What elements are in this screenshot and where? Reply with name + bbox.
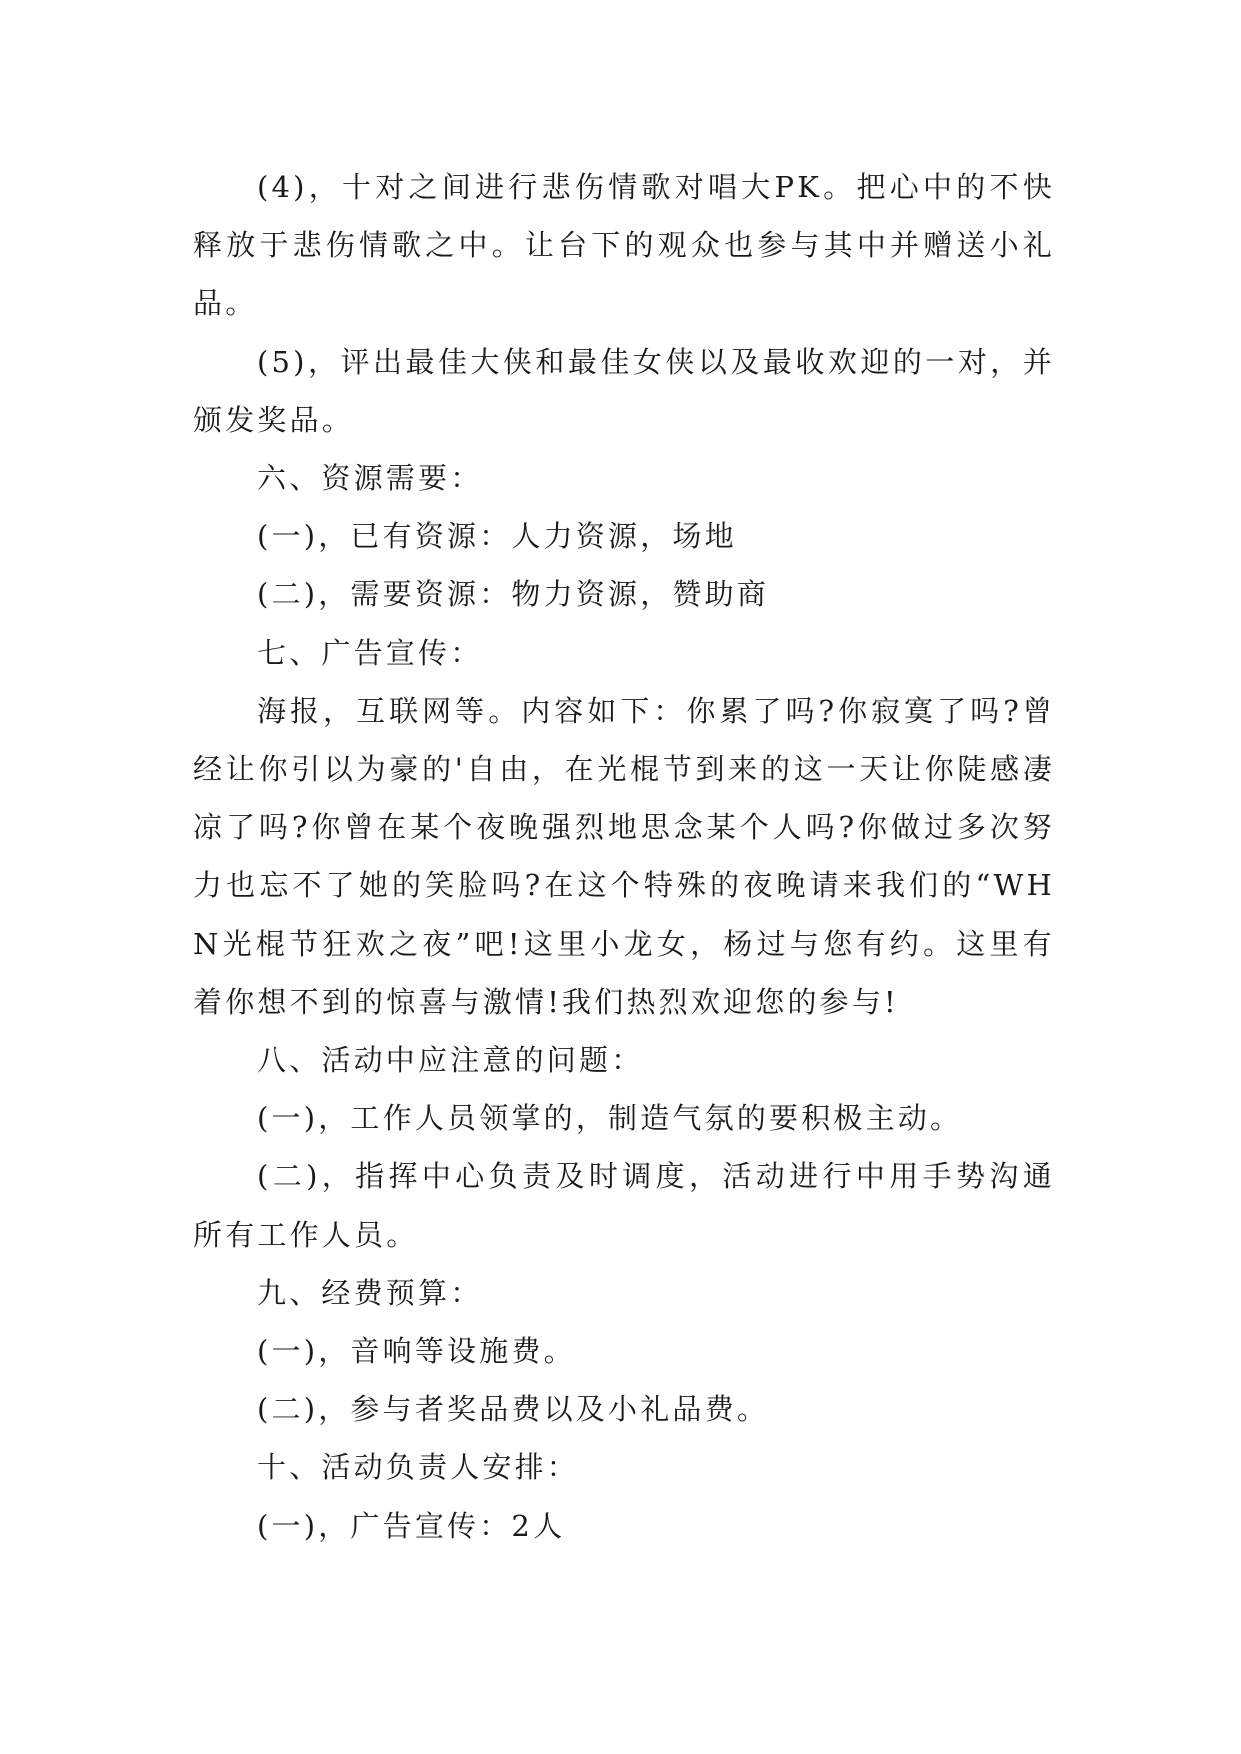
paragraph-item-4: (4)，十对之间进行悲伤情歌对唱大PK。把心中的不快释放于悲伤情歌之中。让台下的观众也参与其中并赠送小礼品。 [193,170,1055,321]
paragraph-existing-resources: (一)，已有资源：人力资源，场地 [257,519,737,554]
section-heading-resources: 六、资源需要： [257,461,483,496]
paragraph-note-2: (二)，指挥中心负责及时调度，活动进行中用手势沟通所有工作人员。 [193,1159,1055,1252]
section-heading-staffing: 十、活动负责人安排： [257,1450,580,1485]
paragraph-item-5: (5)，评出最佳大侠和最佳女侠以及最收欢迎的一对，并颁发奖品。 [193,344,1055,437]
section-heading-budget: 九、经费预算： [257,1275,483,1310]
paragraph-budget-1: (一)，音响等设施费。 [257,1334,576,1369]
paragraph-note-1: (一)，工作人员领掌的，制造气氛的要积极主动。 [257,1101,963,1136]
paragraph-staffing-1: (一)，广告宣传：2人 [257,1508,566,1543]
document-body [193,158,1055,1555]
section-heading-advertising: 七、广告宣传： [257,635,483,670]
section-heading-notes: 八、活动中应注意的问题： [257,1043,644,1078]
paragraph-needed-resources: (二)，需要资源：物力资源，赞助商 [257,577,770,612]
paragraph-budget-2: (二)，参与者奖品费以及小礼品费。 [257,1392,770,1427]
paragraph-advertising-content: 海报，互联网等。内容如下：你累了吗?你寂寞了吗?曾经让你引以为豪的'自由，在光棍节到来的这一天让你陡感凄凉了吗?你曾在某个夜晚强烈地思念某个人吗?你做过多次努力也忘不了她的笑脸吗?在这个特殊的夜晚请来我们的“WHN光棍节狂欢之夜”吧!这里小龙女，杨过与您有约。这里有着你想不到的惊喜与激情!我们热烈欢迎您的参与! [193,693,1055,1019]
